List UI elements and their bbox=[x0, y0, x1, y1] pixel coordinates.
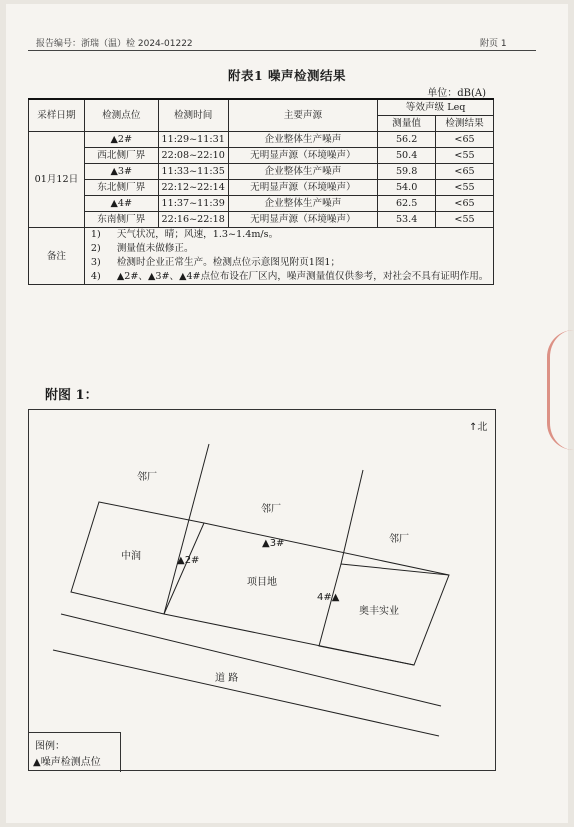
measured-cell: 56.2 bbox=[378, 132, 436, 148]
time-cell: 11:33~11:35 bbox=[158, 164, 228, 180]
source-cell: 无明显声源（环境噪声） bbox=[228, 148, 378, 164]
north-divider bbox=[341, 470, 363, 564]
source-cell: 企业整体生产噪声 bbox=[228, 164, 378, 180]
point-mark: ▲2# bbox=[84, 132, 158, 148]
point-name: 西北侧厂界 bbox=[84, 148, 158, 164]
result-cell: <55 bbox=[436, 148, 494, 164]
seal-stamp bbox=[547, 330, 574, 450]
report-number: 报告编号：浙瑞（温）检 2024-01222 bbox=[36, 39, 193, 49]
measured-cell: 54.0 bbox=[378, 180, 436, 196]
date-cell: 01月12日 bbox=[29, 132, 85, 228]
header-result: 检测结果 bbox=[436, 116, 494, 132]
note-line: 2) 测量值未做修正。 bbox=[90, 243, 194, 254]
result-cell: <65 bbox=[436, 164, 494, 180]
road-lower-edge bbox=[53, 650, 439, 736]
measured-cell: 59.8 bbox=[378, 164, 436, 180]
measured-cell: 50.4 bbox=[378, 148, 436, 164]
header-source: 主要声源 bbox=[228, 99, 378, 132]
source-cell: 无明显声源（环境噪声） bbox=[228, 180, 378, 196]
result-cell: <65 bbox=[436, 196, 494, 212]
time-cell: 11:37~11:39 bbox=[158, 196, 228, 212]
header-point: 检测点位 bbox=[84, 99, 158, 132]
time-cell: 22:12~22:14 bbox=[158, 180, 228, 196]
legend-title: 图例： bbox=[35, 741, 65, 752]
note-line: 4) ▲2#、▲3#、▲4#点位布设在厂区内，噪声测量值仅供参考，对社会不具有证明作用。 bbox=[90, 271, 489, 282]
table-title: 附表1 噪声检测结果 bbox=[227, 68, 347, 83]
neighbor-n-label: 邻厂 bbox=[261, 504, 281, 515]
noise-results-table bbox=[28, 98, 494, 285]
source-cell: 无明显声源（环境噪声） bbox=[228, 212, 378, 228]
notes-label: 备注 bbox=[29, 228, 85, 285]
legend-item: ▲噪声检测点位 bbox=[33, 757, 101, 768]
result-cell: <65 bbox=[436, 132, 494, 148]
header-rule bbox=[28, 50, 536, 51]
measured-cell: 53.4 bbox=[378, 212, 436, 228]
figure-title: 附图 1： bbox=[45, 388, 98, 403]
site-map bbox=[28, 409, 496, 771]
time-cell: 22:16~22:18 bbox=[158, 212, 228, 228]
north-arrow: ↑北 bbox=[469, 422, 488, 433]
point-4-marker: 4#▲ bbox=[317, 592, 340, 603]
point-2-marker: ▲2# bbox=[177, 555, 200, 566]
point-3-marker: ▲3# bbox=[262, 538, 285, 549]
header-date: 采样日期 bbox=[29, 99, 85, 132]
time-cell: 11:29~11:31 bbox=[158, 132, 228, 148]
map-legend bbox=[29, 732, 121, 772]
project-label: 项目地 bbox=[247, 577, 277, 588]
measured-cell: 62.5 bbox=[378, 196, 436, 212]
notes-cell bbox=[84, 228, 493, 285]
result-cell: <55 bbox=[436, 212, 494, 228]
source-cell: 企业整体生产噪声 bbox=[228, 196, 378, 212]
header-leq: 等效声级 Leq bbox=[378, 99, 494, 116]
source-cell: 企业整体生产噪声 bbox=[228, 132, 378, 148]
header-measured: 测量值 bbox=[378, 116, 436, 132]
road-label: 道 路 bbox=[215, 673, 239, 684]
time-cell: 22:08~22:10 bbox=[158, 148, 228, 164]
point-mark: ▲3# bbox=[84, 164, 158, 180]
neighbor-e-label: 邻厂 bbox=[389, 534, 409, 545]
point-name: 东南侧厂界 bbox=[84, 212, 158, 228]
unit-label: 单位：dB(A) bbox=[427, 88, 486, 99]
point-name: 东北侧厂界 bbox=[84, 180, 158, 196]
result-cell: <55 bbox=[436, 180, 494, 196]
zhongrun-label: 中润 bbox=[121, 551, 141, 562]
road-upper-edge bbox=[61, 614, 441, 706]
aofeng-label: 奥丰实业 bbox=[359, 606, 399, 617]
note-line: 1) 天气状况，晴；风速，1.3~1.4m/s。 bbox=[90, 229, 279, 240]
project-top-edge bbox=[204, 523, 449, 575]
header-time: 检测时间 bbox=[158, 99, 228, 132]
page-number: 附页 1 bbox=[480, 39, 507, 49]
site-map-lines bbox=[29, 410, 497, 772]
note-line: 3) 检测时企业正常生产。检测点位示意图见附页1图1； bbox=[90, 257, 341, 268]
point-mark: ▲4# bbox=[84, 196, 158, 212]
neighbor-nw-label: 邻厂 bbox=[137, 472, 157, 483]
west-boundary bbox=[164, 444, 209, 614]
